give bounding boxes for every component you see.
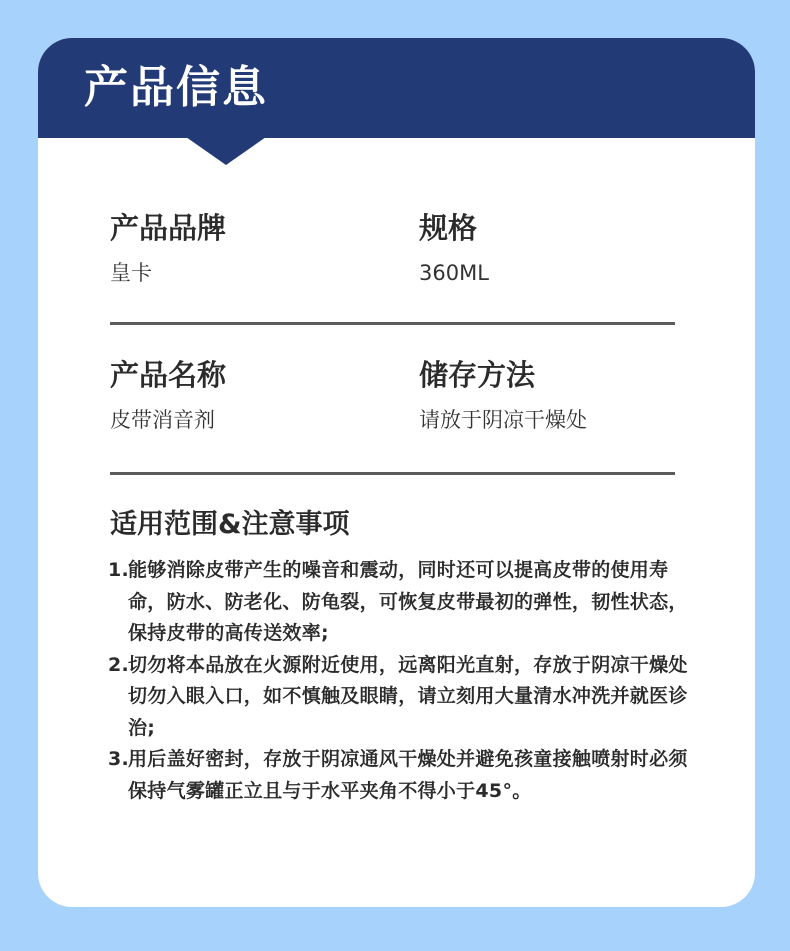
- storage-label: 储存方法: [419, 358, 536, 392]
- note-number: 2.: [108, 653, 130, 676]
- note-number: 1.: [108, 559, 130, 581]
- page-title: 产品信息: [84, 62, 268, 113]
- spec-value: 360ML: [419, 261, 489, 285]
- note-item-1: [108, 555, 698, 650]
- spec-label: 规格: [419, 211, 478, 245]
- brand-value: 皇卡: [110, 261, 152, 285]
- note-number: 3.: [108, 748, 130, 770]
- product-name-label: 产品名称: [110, 358, 227, 392]
- header-band: [38, 38, 755, 138]
- note-item-2: [108, 650, 698, 745]
- note-item-3: [108, 744, 698, 807]
- brand-label: 产品品牌: [110, 211, 227, 245]
- header-notch: [186, 137, 266, 165]
- divider-1: [110, 322, 675, 325]
- notes-title: 适用范围&注意事项: [110, 509, 350, 540]
- notes-list: [108, 555, 698, 807]
- product-name-value: 皮带消音剂: [110, 408, 215, 432]
- storage-value: 请放于阴凉干燥处: [419, 408, 587, 432]
- product-info-card: [38, 38, 755, 907]
- note-text: 切勿将本品放在火源附近使用，远离阳光直射，存放于阴凉干燥处切勿入眼入口，如不慎触及眼睛，请立刻用大量清水冲洗并就医诊治;: [128, 653, 688, 739]
- divider-2: [110, 472, 675, 475]
- note-text: 能够消除皮带产生的噪音和震动，同时还可以提高皮带的使用寿命，防水、防老化、防龟裂，可恢复皮带最初的弹性，韧性状态，保持皮带的高传送效率;: [128, 559, 688, 644]
- note-text: 用后盖好密封，存放于阴凉通风干燥处并避免孩童接触喷射时必须保持气雾罐正立且与于水平夹角不得小于45°。: [128, 748, 688, 802]
